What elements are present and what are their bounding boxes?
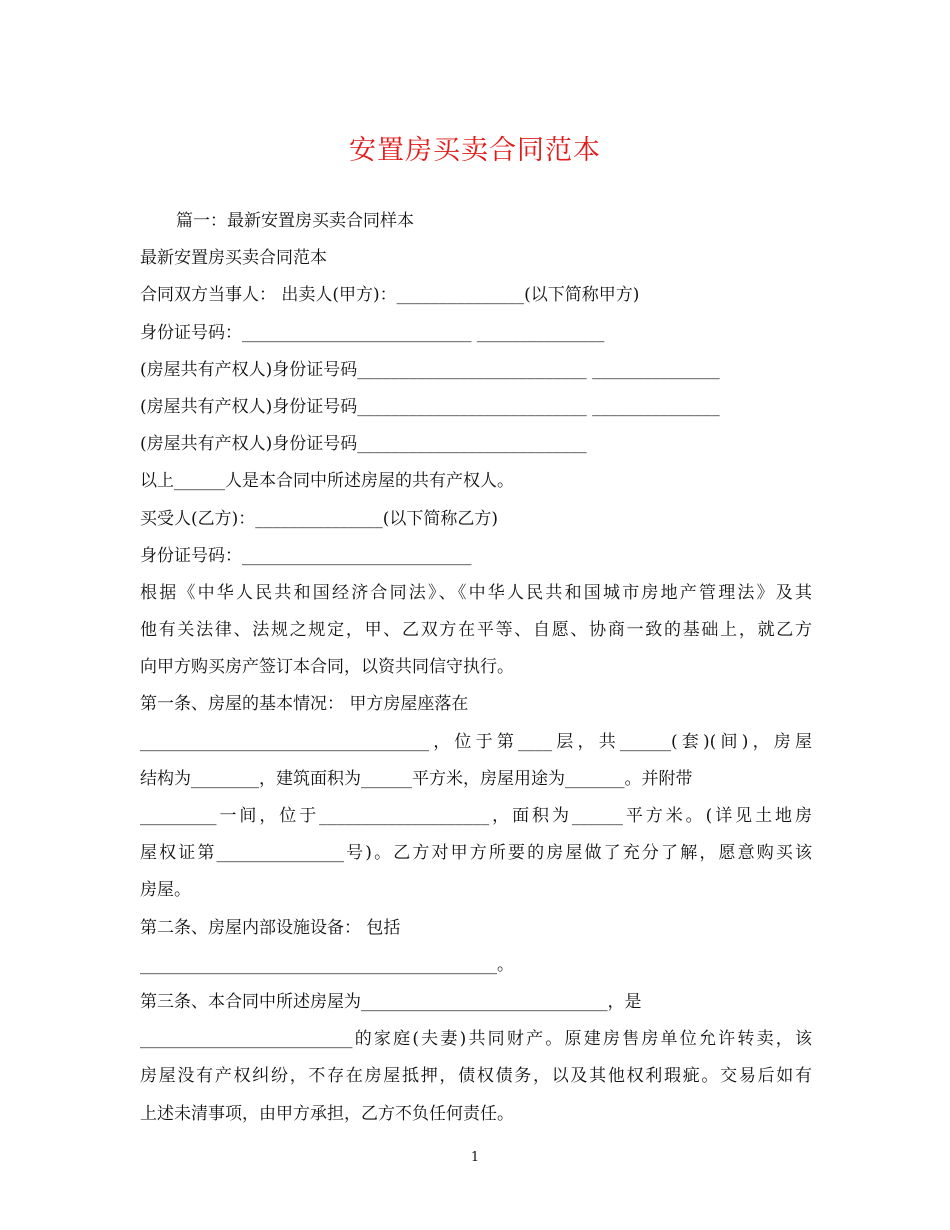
paragraph-line: 结构为________，建筑面积为______平方米，房屋用途为_______。并附带 bbox=[140, 768, 693, 789]
subtitle-line: 最新安置房买卖合同范本 bbox=[140, 248, 327, 269]
paragraph-line: __________________________________________。 bbox=[140, 954, 514, 975]
paragraph-line: _________________________的家庭(夫妻)共同财产。原建房售房单位允许转卖，该 bbox=[140, 1029, 812, 1050]
section-heading: 篇一：最新安置房买卖合同样本 bbox=[176, 211, 414, 231]
buyer-id-line: 身份证号码：___________________________ bbox=[140, 545, 472, 566]
paragraph-line: 他有关法律、法规之规定，甲、乙双方在平等、自愿、协商一致的基础上，就乙方 bbox=[140, 620, 812, 641]
document-title: 安置房买卖合同范本 bbox=[349, 135, 601, 166]
paragraph-line: 房屋。 bbox=[140, 880, 191, 901]
paragraph-line: 屋权证第_______________号)。乙方对甲方所要的房屋做了充分了解，愿意购买该 bbox=[140, 843, 812, 864]
page-number: 1 bbox=[470, 1150, 480, 1165]
seller-line: 合同双方当事人： 出卖人(甲方)：_______________(以下简称甲方) bbox=[140, 285, 640, 306]
article-3-heading: 第三条、本合同中所述房屋为_____________________________，是 bbox=[140, 991, 642, 1012]
seller-id-line: 身份证号码：___________________________ _______________ bbox=[140, 322, 605, 343]
co-owner-id-line: (房屋共有产权人)身份证号码___________________________ bbox=[140, 434, 587, 455]
paragraph-line: __________________________________，位于第____层，共______(套)(间)，房屋 bbox=[140, 731, 812, 752]
article-1-heading: 第一条、房屋的基本情况： 甲方房屋座落在 bbox=[140, 694, 469, 715]
document-body bbox=[140, 203, 812, 1133]
paragraph-line: 上述未清事项，由甲方承担，乙方不负任何责任。 bbox=[140, 1103, 514, 1124]
buyer-line: 买受人(乙方)：_______________(以下简称乙方) bbox=[140, 508, 499, 529]
article-2-heading: 第二条、房屋内部设施设备： 包括 bbox=[140, 917, 401, 938]
paragraph-line: 房屋没有产权纠纷，不存在房屋抵押，债权债务，以及其他权利瑕疵。交易后如有 bbox=[140, 1066, 812, 1087]
co-owner-id-line: (房屋共有产权人)身份证号码___________________________ _______________ bbox=[140, 359, 720, 380]
co-owner-id-line: (房屋共有产权人)身份证号码___________________________ _______________ bbox=[140, 396, 720, 417]
co-owner-count-line: 以上______人是本合同中所述房屋的共有产权人。 bbox=[140, 471, 514, 492]
paragraph-line: 根据《中华人民共和国经济合同法》、《中华人民共和国城市房地产管理法》及其 bbox=[140, 582, 812, 603]
paragraph-line: 向甲方购买房产签订本合同，以资共同信守执行。 bbox=[140, 657, 514, 678]
paragraph-line: _________一间，位于____________________，面积为______平方米。(详见土地房 bbox=[140, 806, 812, 826]
